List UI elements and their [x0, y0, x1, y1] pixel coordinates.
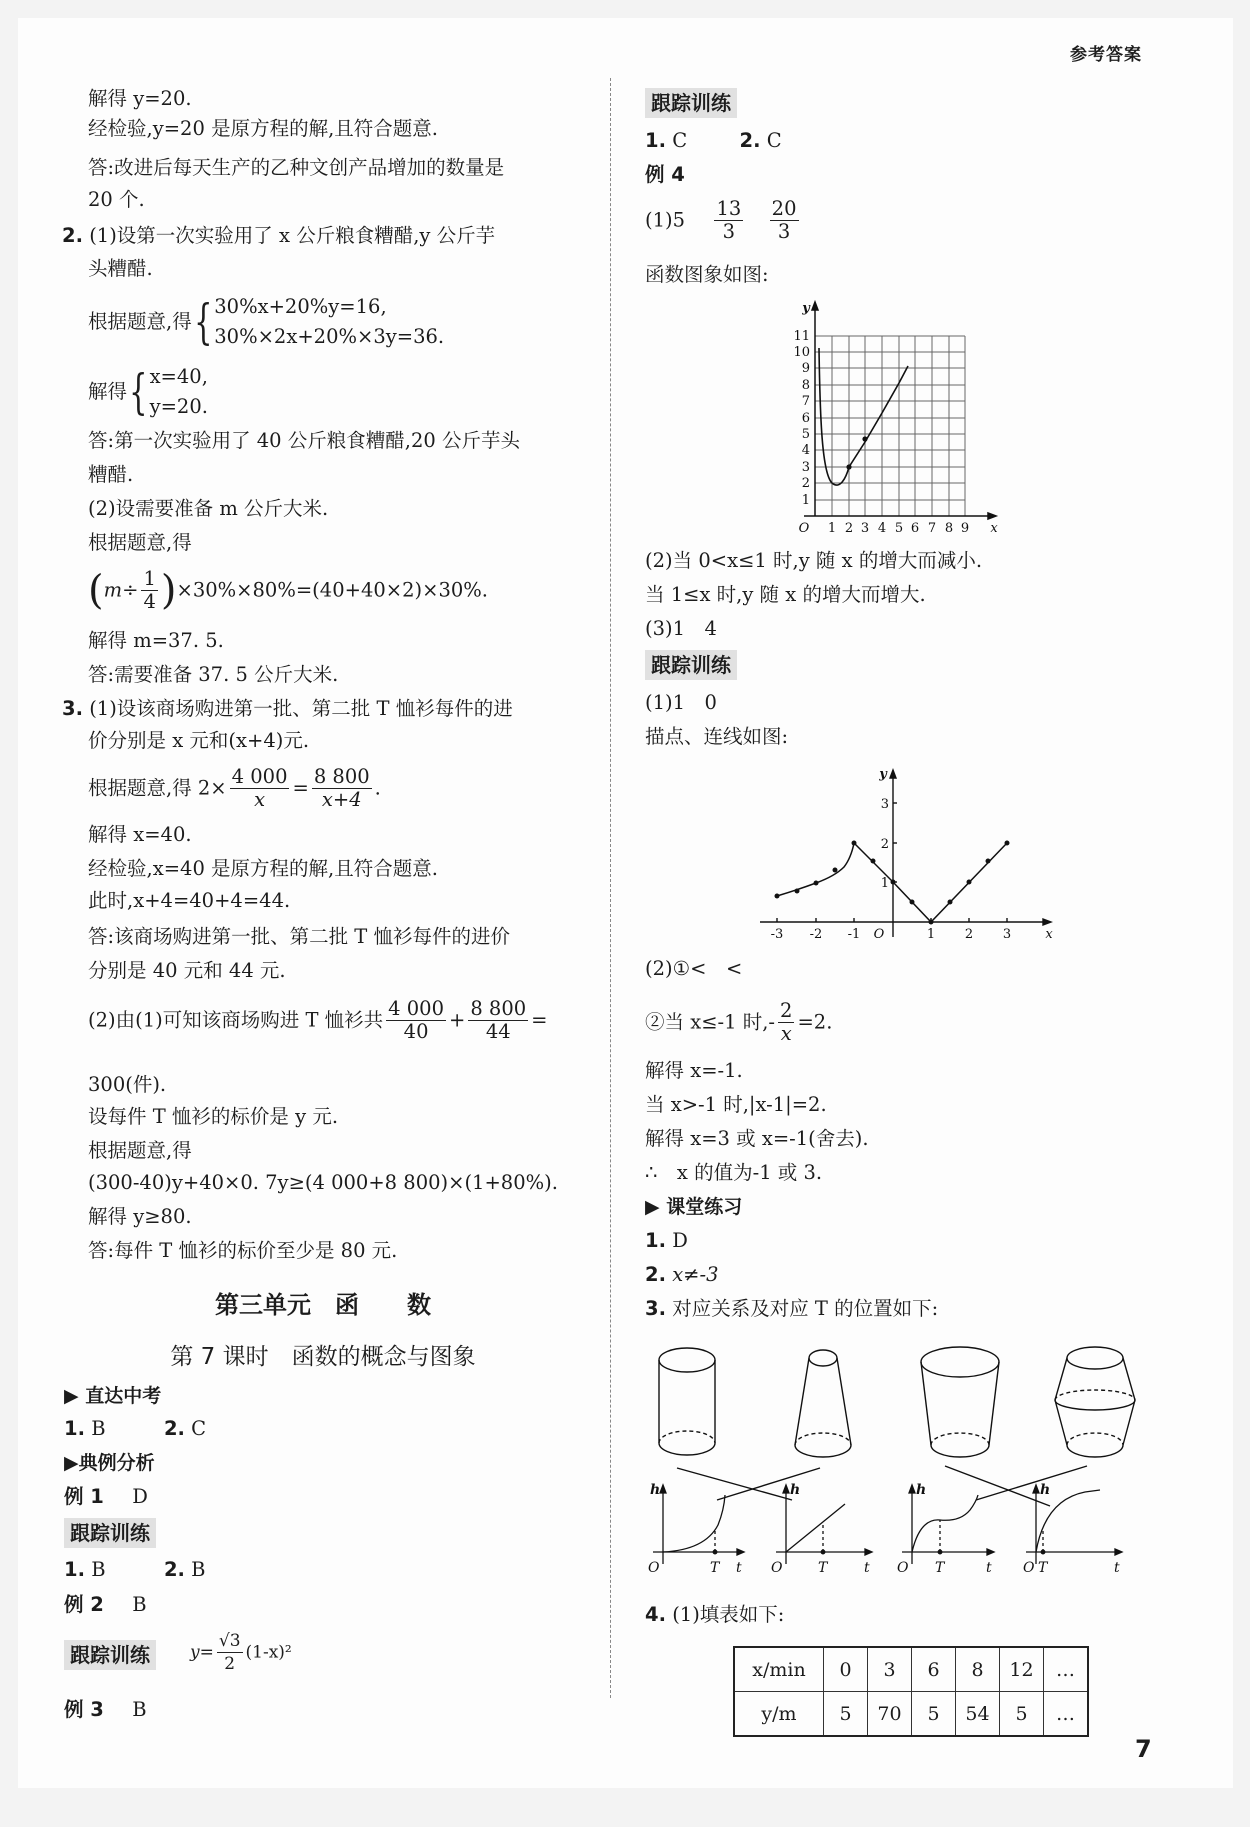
y-tick: 1 [880, 876, 889, 891]
axis-label: t [736, 1560, 742, 1576]
match-line [976, 1466, 1087, 1500]
match-line [945, 1466, 1050, 1506]
answer-row [645, 198, 802, 243]
answer-row [64, 1697, 147, 1723]
question-number: 2. [163, 1417, 185, 1440]
text-line: (1)5 [645, 208, 686, 232]
text-line: (2)当 0<x≤1 时,y 随 x 的增大而减小. [645, 549, 983, 572]
text-line: 答:该商场购进第一批、第二批 T 恤衫每件的进价 [88, 925, 510, 948]
x-tick: 3 [1002, 927, 1012, 942]
x-tick: -3 [770, 927, 784, 942]
fraction-denominator: 40 [403, 1020, 429, 1043]
grid [815, 336, 965, 516]
y-tick: 8 [801, 378, 810, 393]
origin-label: O [798, 521, 810, 536]
table-cell: 5 [824, 1692, 868, 1737]
fraction-denominator: 4 [143, 590, 156, 613]
equation-system-2 [88, 362, 208, 422]
text-line: 分别是 40 元和 44 元. [88, 959, 286, 982]
y-axis-label: y [879, 767, 887, 782]
equation: (2)由(1)可知该商场购进 T 恤衫共 $\frac{4 000}{40}$ + $\frac{8 800}{44}$ = [88, 997, 548, 1043]
answer-row [64, 1592, 147, 1618]
example-label: 例 4 [645, 163, 685, 186]
question-number: 1. [645, 1229, 666, 1252]
equation-system-1 [88, 292, 444, 352]
answer: D [672, 1229, 688, 1252]
plotted-points [775, 841, 1010, 925]
x-tick: 8 [944, 521, 954, 536]
y-tick: 1 [801, 493, 810, 508]
track-training-tag: 跟踪训练 [64, 1518, 156, 1548]
cup-icon [921, 1347, 999, 1457]
axis-label: h [790, 1482, 801, 1498]
text-line: (300-40)y+40×0. 7y≥(4 000+8 800)×(1+80%). [88, 1171, 558, 1194]
answer: B [91, 1558, 106, 1581]
question-number: 2. [645, 1263, 666, 1286]
table-row [734, 1692, 1088, 1737]
axis-label: t [986, 1560, 992, 1576]
fraction-numerator: 1 [143, 567, 156, 590]
track-training-tag: 跟踪训练 [645, 88, 737, 118]
table-cell: 70 [868, 1692, 912, 1737]
text-line: 此时,x+4=40+4=44. [88, 889, 291, 912]
column-divider [610, 78, 611, 1698]
x-tick: 9 [960, 521, 970, 536]
text-line: (1)设该商场购进第一批、第二批 T 恤衫每件的进 [89, 697, 513, 720]
equation: 根据题意,得 2× $\frac{4 000}{x}$ = $\frac{8 800}{x+4}$ . [88, 765, 381, 811]
fraction-denominator: 2 [224, 1654, 236, 1674]
x-tick: 7 [927, 521, 937, 536]
eq-term: (1-x)² [245, 1642, 292, 1663]
text-line: 根据题意,得 [88, 531, 192, 554]
equation: x=40, [149, 365, 208, 388]
h-t-graph-1 [653, 1485, 744, 1564]
text-line: 经检验,y=20 是原方程的解,且符合题意. [88, 117, 438, 140]
page-header: 参考答案 [1070, 45, 1142, 65]
question-number: 1. [64, 1417, 85, 1440]
equation: 30%x+20%y=16, [214, 295, 387, 318]
answer: x≠-3 [672, 1263, 719, 1286]
text-line: 解得 [88, 380, 128, 403]
eq-term: m÷ [103, 578, 139, 602]
example-label: 例 2 [64, 1593, 104, 1616]
table-cell: … [1044, 1647, 1089, 1692]
x-tick: 1 [926, 927, 936, 942]
answer: C [672, 129, 688, 152]
origin-label: O [648, 1560, 660, 1576]
origin-label: O [873, 927, 885, 942]
text-line: 解得 x=40. [88, 823, 192, 846]
text-line: 根据题意,得 [88, 1139, 192, 1162]
text-line: 解得 x=-1. [645, 1059, 743, 1082]
track-training-tag: 跟踪训练 [64, 1640, 156, 1670]
text-line: 20 个. [88, 188, 145, 211]
t-mark: T [818, 1560, 828, 1576]
example-label: 例 3 [64, 1698, 104, 1721]
cone-icon [795, 1350, 851, 1457]
answer: B [191, 1558, 206, 1581]
equation [645, 1000, 832, 1045]
origin-label: O [1023, 1560, 1035, 1576]
text-line: 答:第一次实验用了 40 公斤粮食糟醋,20 公斤芋头 [88, 429, 520, 452]
axes [760, 770, 1051, 937]
equation: (m÷ $\frac{1}{4}$ )×30%×80%=(40+40×2)×30%. [88, 567, 488, 614]
answer-row [645, 128, 782, 154]
y-tick: 6 [801, 411, 810, 426]
text-line: 解得 y=20. [88, 87, 192, 110]
section-heading: ▶ 课堂练习 [645, 1196, 743, 1218]
text-line: 设每件 T 恤衫的标价是 y 元. [88, 1105, 339, 1128]
data-point [862, 436, 867, 441]
table-cell: 5 [912, 1692, 956, 1737]
x-tick: -2 [809, 927, 823, 942]
text-line: 糟醋. [88, 463, 134, 486]
fraction-numerator: 8 800 [313, 765, 370, 788]
text-line: 解得 x=3 或 x=-1(舍去). [645, 1127, 869, 1150]
y-tick: 4 [801, 443, 810, 458]
answer: D [132, 1485, 148, 1508]
fraction-numerator: 2 [780, 999, 793, 1022]
text-line: ②当 x≤-1 时,- [645, 1010, 776, 1034]
question-number: 2. [62, 224, 83, 247]
answer: B [132, 1698, 147, 1721]
question-3 [62, 696, 513, 722]
answer-row [645, 1262, 719, 1288]
fraction-numerator: 20 [771, 197, 797, 220]
text-line: =2. [797, 1010, 833, 1034]
answer-row [64, 1416, 206, 1442]
answer-row [645, 1296, 938, 1322]
text-line: (2)①< < [645, 957, 743, 980]
fraction-numerator: √3 [218, 1631, 241, 1651]
text-line: ∴ x 的值为-1 或 3. [645, 1161, 823, 1184]
y-tick: 2 [801, 476, 810, 491]
y-tick: 9 [801, 361, 810, 376]
fraction-denominator: x+4 [321, 788, 362, 811]
cylinder-icon [659, 1348, 715, 1455]
fraction-numerator: 8 800 [470, 997, 527, 1020]
x-axis-label: x [990, 521, 998, 536]
eq-term: y= [190, 1642, 214, 1663]
fraction-denominator: 3 [777, 220, 791, 243]
text-line: 根据题意,得 2× [88, 776, 227, 800]
y-tick: 3 [880, 797, 889, 812]
y-tick: 2 [880, 837, 889, 852]
axis-label: t [1114, 1560, 1120, 1576]
text-line: 根据题意,得 [88, 310, 192, 333]
x-tick: 6 [910, 521, 920, 536]
y-tick: 11 [793, 329, 810, 344]
x-tick: 2 [964, 927, 974, 942]
y-tick: 3 [801, 460, 810, 475]
text-line: (3)1 4 [645, 617, 717, 640]
text-line: 对应关系及对应 T 的位置如下: [672, 1297, 939, 1320]
question-number: 1. [64, 1558, 85, 1581]
table-cell: … [1044, 1692, 1089, 1737]
data-table [733, 1646, 1089, 1737]
x-tick: 5 [894, 521, 904, 536]
answer-row [645, 1602, 784, 1628]
t-mark: T [1038, 1560, 1048, 1576]
answer: C [766, 129, 782, 152]
example-label: 例 1 [64, 1485, 104, 1508]
fraction-numerator: 13 [716, 197, 742, 220]
page-number: 7 [1135, 1735, 1152, 1763]
text-line: 描点、连线如图: [645, 725, 789, 748]
x-tick: -1 [847, 927, 861, 942]
table-header: y/m [734, 1692, 824, 1737]
table-cell: 8 [956, 1647, 1000, 1692]
text-line: 经检验,x=40 是原方程的解,且符合题意. [88, 857, 438, 880]
table-cell: 5 [1000, 1692, 1044, 1737]
text-line: 答:每件 T 恤衫的标价至少是 80 元. [88, 1239, 398, 1262]
origin-label: O [771, 1560, 783, 1576]
function-graph-2 [755, 762, 1055, 942]
unit-title: 第三单元 函 数 [215, 1291, 431, 1319]
brace: { [193, 294, 213, 350]
section-heading: ▶典例分析 [64, 1452, 155, 1474]
fraction-denominator: x [254, 788, 266, 811]
function-graph-1 [790, 298, 1010, 538]
y-tick: 5 [801, 427, 810, 442]
x-tick: 2 [844, 521, 854, 536]
axis-label: h [1040, 1482, 1051, 1498]
text-line: 解得 m=37. 5. [88, 629, 224, 652]
text-line: 价分别是 x 元和(x+4)元. [88, 729, 310, 752]
axis-label: h [650, 1482, 661, 1498]
y-axis-label: y [802, 301, 810, 316]
text-line: (2)设需要准备 m 公斤大米. [88, 497, 329, 520]
t-mark: T [935, 1560, 945, 1576]
x-axis-label: x [1045, 927, 1053, 942]
table-cell: 12 [1000, 1647, 1044, 1692]
answer: B [91, 1417, 106, 1440]
question-number: 3. [62, 697, 83, 720]
text-line: 解得 y≥80. [88, 1205, 192, 1228]
track-training-tag: 跟踪训练 [645, 650, 737, 680]
x-tick: 1 [827, 521, 837, 536]
y-tick: 10 [793, 345, 810, 360]
answer-row [64, 1484, 148, 1510]
text-line: (2)由(1)可知该商场购进 T 恤衫共 [88, 1008, 384, 1032]
x-tick: 3 [860, 521, 870, 536]
table-cell: 0 [824, 1647, 868, 1692]
question-number: 4. [645, 1603, 666, 1626]
data-point [846, 464, 851, 469]
origin-label: O [897, 1560, 909, 1576]
barrel-icon [1055, 1347, 1135, 1457]
y-tick: 7 [801, 394, 810, 409]
question-number: 3. [645, 1297, 666, 1320]
text-line: (1)填表如下: [672, 1603, 785, 1626]
lesson-title: 第 7 课时 函数的概念与图象 [170, 1344, 476, 1370]
text-line: 函数图象如图: [645, 263, 769, 286]
answer: C [191, 1417, 207, 1440]
text-line: 答:需要准备 37. 5 公斤大米. [88, 663, 339, 686]
question-number: 1. [645, 129, 666, 152]
text-line: (1)1 0 [645, 691, 717, 714]
eq-term: ×30%×80%=(40+40×2)×30%. [176, 578, 488, 602]
answer-row [645, 1228, 688, 1254]
t-mark: T [710, 1560, 720, 1576]
equation [190, 1630, 292, 1675]
x-tick: 4 [877, 521, 887, 536]
section-heading: ▶ 直达中考 [64, 1385, 162, 1407]
text-line: 头糟醋. [88, 257, 153, 280]
fraction-denominator: 3 [722, 220, 736, 243]
fraction-numerator: 4 000 [388, 997, 444, 1020]
text-line: 300(件). [88, 1073, 167, 1096]
text-line: 当 1≤x 时,y 随 x 的增大而增大. [645, 583, 926, 606]
table-header: x/min [734, 1647, 824, 1692]
equation: y=20. [149, 395, 208, 418]
axis-label: t [864, 1560, 870, 1576]
container-matching-diagram [640, 1340, 1180, 1580]
answer: B [132, 1593, 147, 1616]
fraction-denominator: x [780, 1022, 792, 1045]
table-cell: 54 [956, 1692, 1000, 1737]
table-cell: 6 [912, 1647, 956, 1692]
fraction-denominator: 44 [485, 1020, 511, 1043]
table-row [734, 1647, 1088, 1692]
text-line: 当 x>-1 时,|x-1|=2. [645, 1093, 827, 1116]
fraction-numerator: 4 000 [231, 765, 288, 788]
text-line: (1)设第一次实验用了 x 公斤粮食糟醋,y 公斤芋 [89, 224, 496, 247]
question-number: 2. [163, 1558, 185, 1581]
axis-label: h [916, 1482, 927, 1498]
question-number: 2. [739, 129, 761, 152]
equation: 30%×2x+20%×3y=36. [214, 325, 445, 348]
brace: { [129, 364, 148, 420]
text-line: 答:改进后每天生产的乙种文创产品增加的数量是 [88, 156, 505, 179]
question-2 [62, 223, 495, 249]
answer-row [64, 1557, 205, 1583]
table-cell: 3 [868, 1647, 912, 1692]
